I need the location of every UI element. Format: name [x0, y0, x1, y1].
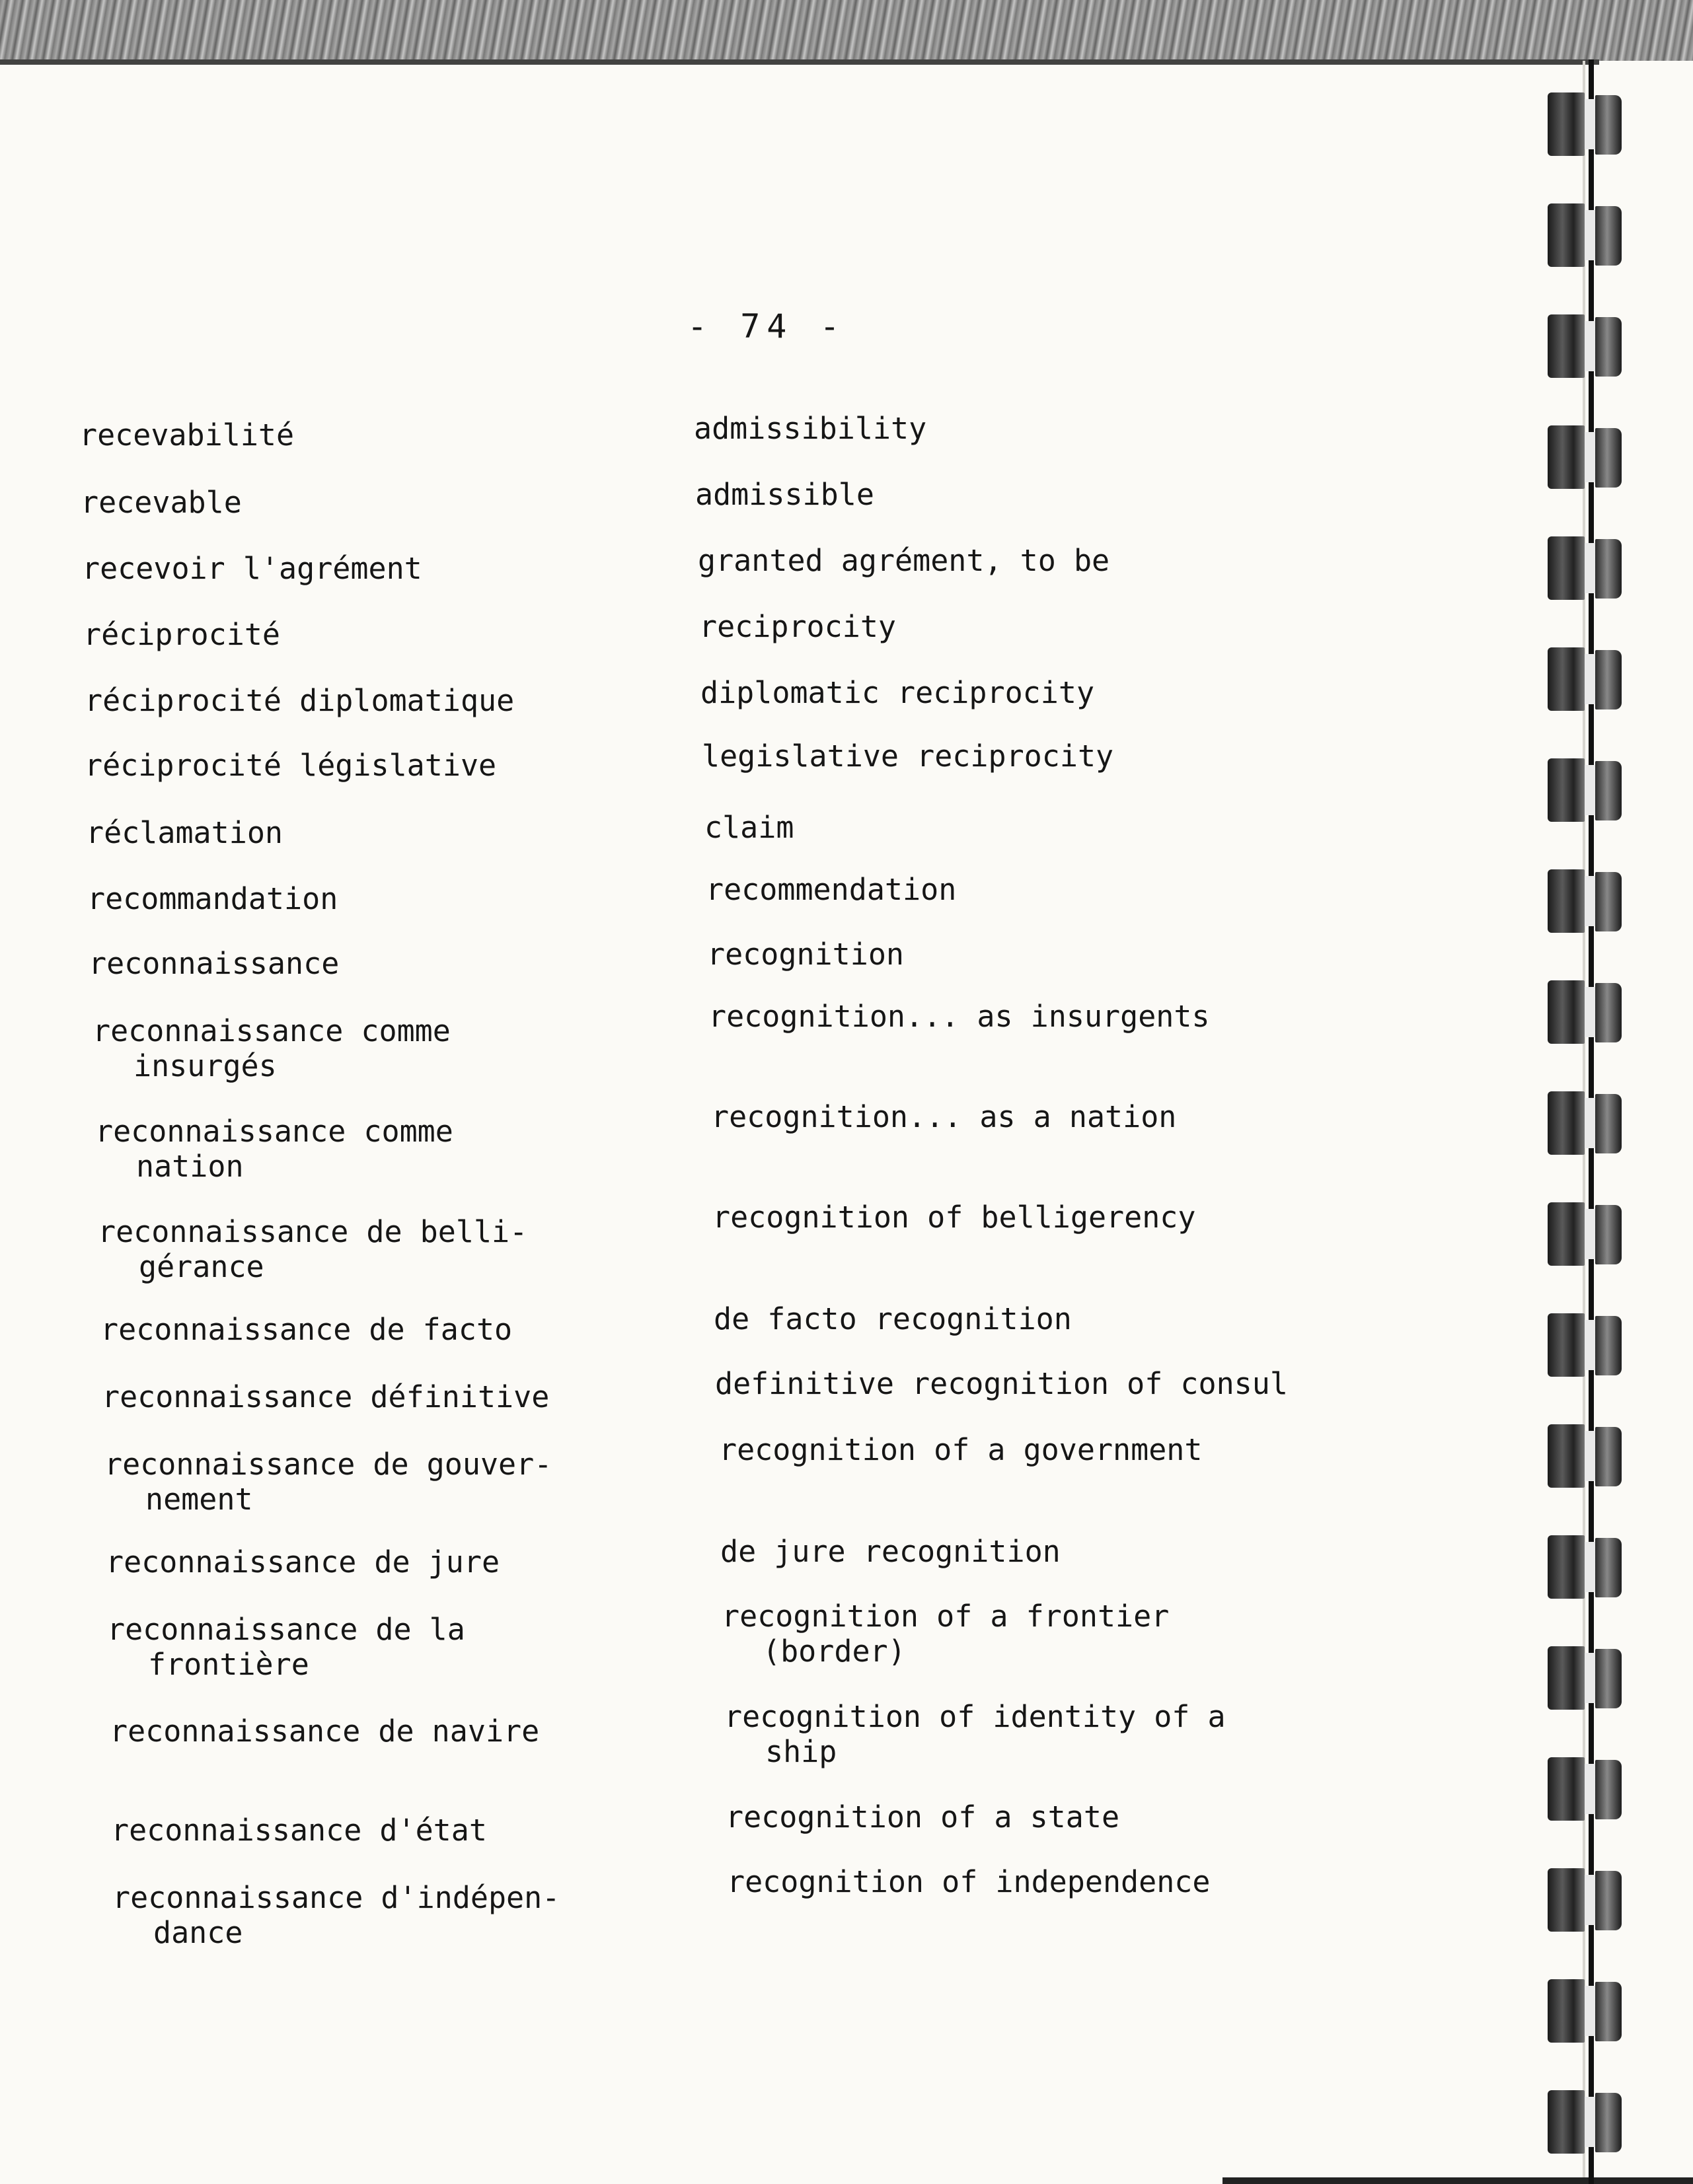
entry-fr-term: reconnaissance définitive [102, 1379, 550, 1414]
entry-fr-term-continuation: insurgés [133, 1048, 277, 1083]
entry-fr-term: reconnaissance de belli- gérance [98, 1214, 528, 1284]
entry-en-term: diplomatic reciprocity [700, 675, 1095, 710]
binding-ring [1540, 1424, 1639, 1488]
entry-en-term: recommendation [706, 872, 957, 907]
entry-en-term: recognition of a government [719, 1432, 1203, 1467]
binding-ring [1540, 980, 1639, 1044]
binding-ring [1540, 536, 1639, 600]
entry-fr-term: reconnaissance de la frontière [107, 1612, 465, 1682]
binding-ring [1540, 1646, 1639, 1710]
entry-fr-term-continuation: dance [153, 1915, 243, 1950]
entry-fr-term: réclamation [86, 815, 283, 850]
scan-top-band [0, 0, 1693, 61]
entry-fr-term: réciprocité législative [85, 748, 497, 783]
entry-en-term: de facto recognition [714, 1301, 1072, 1336]
entry-en-term: recognition of a state [726, 1800, 1120, 1835]
entry-en-term: granted agrément, to be [698, 543, 1110, 578]
entry-fr-term-continuation: frontière [148, 1647, 309, 1682]
entry-fr-term: recevoir l'agrément [82, 551, 422, 586]
binding-ring [1540, 647, 1639, 711]
page-number: - 74 - [687, 307, 846, 346]
entry-en-term-continuation: (border) [763, 1634, 906, 1669]
binding-ring [1540, 1091, 1639, 1155]
entry-en-term: reciprocity [699, 609, 897, 644]
binding-ring [1540, 203, 1639, 267]
binding-ring [1540, 1535, 1639, 1599]
entry-fr-term: reconnaissance [89, 946, 340, 981]
entry-en-term: admissible [695, 477, 874, 512]
spiral-binding [1540, 59, 1693, 2184]
binding-ring [1540, 1313, 1639, 1377]
entry-fr-term: réciprocité [83, 617, 281, 652]
binding-ring [1540, 425, 1639, 489]
entry-fr-term: reconnaissance comme insurgés [93, 1013, 451, 1083]
binding-ring [1540, 1979, 1639, 2043]
entry-fr-term: reconnaissance comme nation [95, 1114, 453, 1184]
binding-ring [1540, 314, 1639, 378]
entry-fr-term: reconnaissance d'indépen- dance [112, 1880, 560, 1950]
binding-ring [1540, 1868, 1639, 1932]
entry-en-term: recognition of a frontier (border) [722, 1599, 1170, 1669]
entry-en-term: definitive recognition of consul [715, 1366, 1288, 1401]
entry-en-term: de jure recognition [720, 1534, 1061, 1569]
entry-en-term: recognition of identity of a ship [724, 1699, 1226, 1769]
binding-ring [1540, 1757, 1639, 1821]
binding-ring [1540, 869, 1639, 933]
entry-fr-term: recevable [81, 485, 242, 520]
entry-fr-term-continuation: nation [136, 1149, 244, 1184]
entry-en-term: legislative reciprocity [702, 739, 1114, 774]
entry-fr-term: recevabilité [79, 418, 295, 453]
entry-fr-term: reconnaissance de jure [106, 1545, 500, 1580]
entry-fr-term: reconnaissance de navire [110, 1714, 540, 1749]
entry-fr-term-continuation: nement [145, 1482, 253, 1517]
entry-fr-term: réciprocité diplomatique [85, 683, 515, 718]
binding-ring [1540, 758, 1639, 822]
entry-en-term: admissibility [694, 411, 927, 446]
entry-en-term: recognition [707, 937, 905, 972]
binding-ring [1540, 2090, 1639, 2154]
entry-fr-term: reconnaissance d'état [111, 1813, 487, 1848]
entry-fr-term-continuation: gérance [139, 1249, 264, 1284]
binding-ring [1540, 92, 1639, 156]
entry-en-term: recognition... as insurgents [708, 999, 1210, 1034]
entry-en-term-continuation: ship [765, 1734, 837, 1769]
binding-ring [1540, 1202, 1639, 1266]
entry-en-term: recognition of belligerency [712, 1200, 1196, 1235]
entry-en-term: claim [704, 810, 794, 845]
entry-fr-term: reconnaissance de gouver- nement [104, 1447, 552, 1517]
entry-fr-term: recommandation [87, 881, 338, 916]
entry-en-term: recognition of independence [727, 1864, 1211, 1899]
entry-fr-term: reconnaissance de facto [100, 1312, 513, 1347]
entry-en-term: recognition... as a nation [711, 1099, 1177, 1134]
